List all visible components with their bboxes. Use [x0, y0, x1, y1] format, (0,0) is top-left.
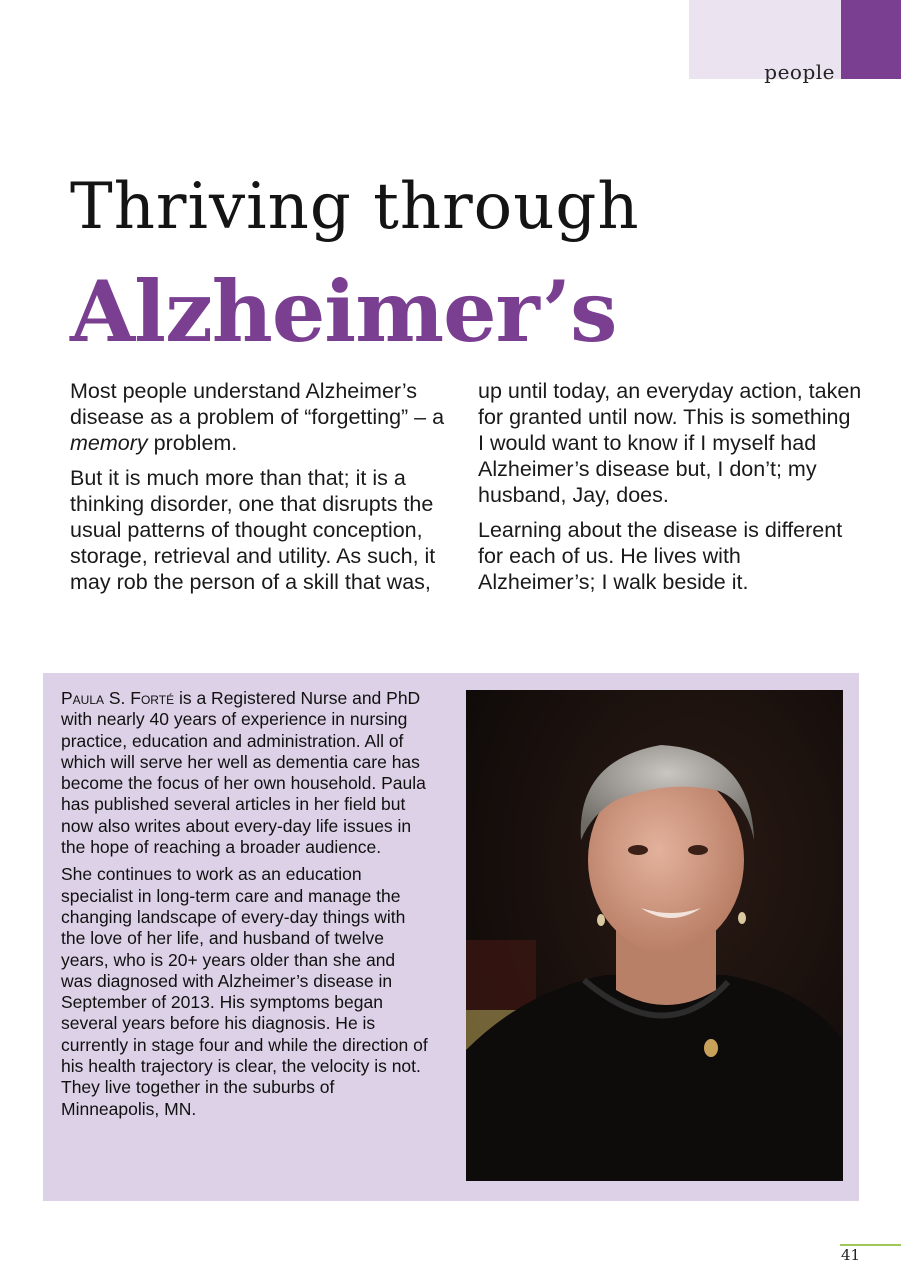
author-photo [466, 690, 843, 1181]
title-line-1: Thriving through [70, 170, 640, 244]
author-portrait-illustration [466, 690, 843, 1181]
intro-paragraph-2: But it is much more than that; it is a thinking disorder, one that disrupts the usual patterns of thought conception, storage, retrieval and utility. As such, it may rob the person of a skill that was, [70, 466, 436, 594]
intro-text: Most people understand Alzheimer’s disease as a problem of “forgetting” – a [70, 379, 445, 429]
section-tab-accent [841, 0, 901, 79]
intro-paragraph-4: Learning about the disease is different for each of us. He lives with Alzheimer’s; I walk beside it. [478, 518, 843, 594]
author-bio [61, 688, 431, 1126]
intro-paragraph-3: up until today, an everyday action, taken for granted until now. This is something I would want to know if I myself had Alzheimer’s disease but, I don’t; my husband, Jay, does. [478, 379, 862, 507]
section-label: people [764, 60, 835, 84]
author-name: Paula S. Forté [61, 688, 175, 708]
intro-column-left [70, 378, 454, 604]
intro-emphasis: memory [70, 431, 148, 455]
page-number: 41 [841, 1246, 861, 1264]
intro-paragraph-1 [70, 378, 454, 456]
bio-paragraph-2: She continues to work as an education specialist in long-term care and manage the changing landscape of every-day things with the love of her life, and husband of twelve years, who is 20+ years older than she and was diagnosed with Alzheimer’s disease in September of 2013. His symptoms began several years before his diagnosis. He is currently in stage four and while the direction of his health trajectory is clear, the velocity is not. They live together in the suburbs of Minneapolis, MN. [61, 864, 428, 1119]
bio-text: is a Registered Nurse and PhD with nearly 40 years of experience in nursing practice, education and administration. All of which will serve her well as dementia care has become the focus of her own household. Paula has published several articles in her field but now also writes about every-day life issues in the hope of reaching a broader audience. [61, 688, 426, 858]
bio-paragraph-1 [61, 688, 431, 858]
intro-text: problem. [147, 431, 238, 455]
title-line-2: Alzheimer’s [70, 262, 617, 361]
intro-column-right [478, 378, 862, 604]
